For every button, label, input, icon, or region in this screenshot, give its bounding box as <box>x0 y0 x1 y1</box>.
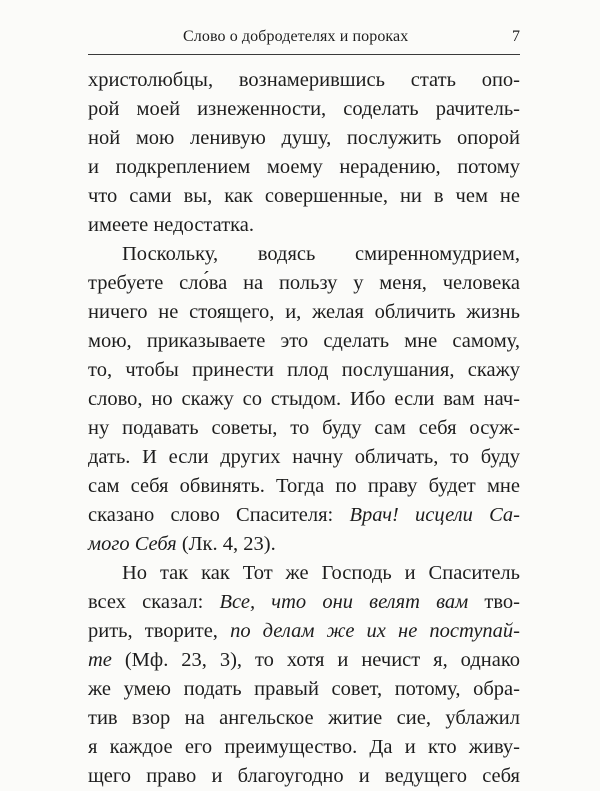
text-line: ну подавать советы, то буду сам себя осуж- <box>88 417 520 439</box>
scripture-quote: Все, что они велят вам <box>219 591 469 613</box>
text-line: Поскольку, водясь смиренномудрием, <box>122 243 520 265</box>
text-segment: тво- <box>468 591 521 613</box>
text-line: Но так как Тот же Господь и Спаситель <box>122 562 520 584</box>
text-segment: сказано слово Спасителя: <box>88 504 350 526</box>
scripture-reference: (Лк. 4, 23). <box>176 533 276 555</box>
text-line: дать. И если других начну обличать, то буду <box>88 446 520 468</box>
scripture-reference: (Мф. 23, 3), то хотя и нечист я, однако <box>111 649 520 671</box>
text-line: щего право и благоугодно и ведущего себя <box>88 765 520 787</box>
text-segment: рить, творите, <box>88 620 231 642</box>
paragraph-3 <box>88 559 520 791</box>
text-line: же умею подать правый совет, потому, обра- <box>88 678 520 700</box>
text-line: рой моей изнеженности, соделать рачитель- <box>88 98 520 120</box>
scripture-quote: Врач! исцели Са- <box>349 504 521 526</box>
text-line: я каждое его преимущество. Да и кто живу- <box>88 736 520 758</box>
text-line: и подкреплением моему нерадению, потому <box>88 156 520 178</box>
text-line: то, чтобы принести плод послушания, скажу <box>88 359 520 381</box>
page-number: 7 <box>512 28 520 45</box>
text-line: слово, но скажу со стыдом. Ибо если вам нач- <box>88 388 520 410</box>
text-line: тив взор на ангельское житие сие, ублажил <box>88 707 520 729</box>
header-rule <box>88 54 520 55</box>
body-text <box>88 66 520 791</box>
page-header <box>88 28 520 58</box>
text-line <box>88 530 520 559</box>
text-line: требуете сло́ва на пользу у меня, человека <box>88 272 520 294</box>
text-line <box>88 617 520 646</box>
text-line: мою, приказываете это сделать мне самому, <box>88 330 520 352</box>
text-line <box>88 588 520 617</box>
text-line: христолюбцы, вознамерившись стать опо- <box>88 69 520 91</box>
text-line: ничего не стоящего, и, желая обличить жизнь <box>88 301 520 323</box>
paragraph-2 <box>88 240 520 559</box>
text-line <box>88 646 520 675</box>
paragraph-1 <box>88 66 520 240</box>
scripture-quote: те <box>88 649 112 671</box>
text-line: сам себя обвинять. Тогда по праву будет мне <box>88 475 520 497</box>
scripture-quote: по делам же их не поступай- <box>230 620 520 642</box>
text-line: ной мою ленивую душу, послужить опорой <box>88 127 520 149</box>
text-line <box>88 501 520 530</box>
text-line: имеете недостатка. <box>88 214 255 236</box>
running-title: Слово о добродетелях и пороках <box>183 28 409 45</box>
text-segment: всех сказал: <box>88 591 220 613</box>
text-line: что сами вы, как совершенные, ни в чем не <box>88 185 520 207</box>
scripture-quote: мого Себя <box>88 533 177 555</box>
